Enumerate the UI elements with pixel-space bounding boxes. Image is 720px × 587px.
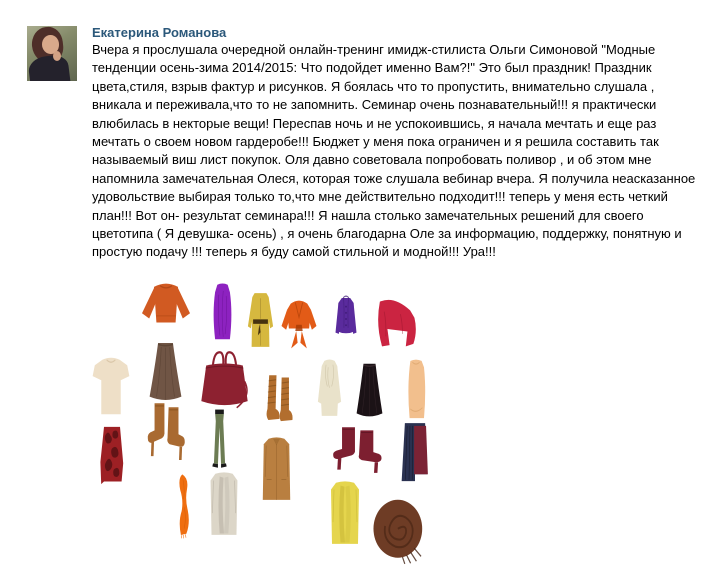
collage-item-yellow-waterfall-coat	[320, 480, 370, 548]
post-text-line: план!!! Вот он- результат семинара!!! Я нашла столько замечательных решений для своего	[92, 207, 644, 223]
collage-item-red-off-shoulder-sweater	[368, 293, 422, 355]
collage-item-green-flared-trousers	[204, 407, 235, 471]
avatar-hand	[53, 51, 61, 61]
collage-item-peach-sleeveless-top	[396, 357, 436, 422]
post-text-line: простую подачу !!! теперь я буду самой стильной и модной!!! Ура!!!	[92, 244, 496, 260]
collage-item-yellow-belted-cardigan	[242, 288, 279, 352]
collage-item-cream-waterfall-cardigan	[200, 471, 248, 539]
collage-item-tan-gladiator-boots	[258, 373, 301, 429]
collage-item-cream-drape-blouse	[308, 357, 351, 421]
collage-item-purple-blouse	[325, 293, 367, 355]
collage-item-camel-coat	[252, 436, 301, 504]
collage-item-navy-burgundy-colorblock-skirt	[392, 419, 438, 488]
collage-item-burgundy-patent-ankle-boots	[323, 423, 391, 476]
author-avatar[interactable]	[27, 26, 77, 81]
post-text-line: цветотипа ( Я девушка- осень) , я очень благодарна Оле за информацию, поддержку, понятную и	[92, 225, 682, 241]
collage-item-orange-crop-sweater	[136, 275, 196, 341]
collage-item-purple-drape-top	[204, 281, 241, 343]
collage-item-tan-ankle-boots	[140, 398, 192, 464]
post-text-line: удовольствие выбирая только то,что мне действительно подходит!!! теперь у меня есть четкий	[92, 189, 668, 205]
post-text-line: напомнила замечательная Олеся, которая тоже слушала вебинар вчера. Я получила неасказанное	[92, 170, 696, 186]
post-text-line: мечтать о своем новом гардеробе!!! Бюджет у меня пока ограничен и я решила составить так	[92, 133, 659, 149]
post-text-line: вникала и переживала,что то не запомнить. Семинар очень познавательный!!! я практически	[92, 97, 657, 113]
collage-item-cream-tshirt	[84, 353, 138, 421]
collage-item-brown-rolled-scarf	[370, 497, 428, 566]
post-text-line: влюбилась в некторые вещи! Переспав ночь и не успокоившись, я начала мечтать и еще раз	[92, 115, 657, 131]
post-text-line: Вчера я прослушала очередной онлайн-тренинг имидж-стилиста Ольги Симоновой "Модные	[92, 42, 656, 57]
author-name-link[interactable]: Екатерина Романова	[92, 25, 227, 40]
collage-item-red-print-wrap-skirt	[92, 423, 132, 488]
post-text-line: тенденции осень-зима 2014/2015: Что подойдет именно Вам?!" Это был праздник! Праздник	[92, 60, 652, 76]
post-text-line: называемый виш лист покупок. Оля давно советовала попробовать поливор , и об этом мне	[92, 152, 652, 168]
collage-item-brown-flared-skirt	[139, 339, 192, 406]
collage-item-burgundy-handbag	[194, 347, 255, 413]
outfit-collage-image[interactable]	[84, 272, 444, 570]
collage-item-orange-tie-front-top	[276, 295, 322, 357]
avatar-body	[27, 54, 70, 81]
collage-item-orange-scarf	[168, 473, 202, 539]
post-text-line: цвета,стиля, взрыв фактур и рисунков. Я боялась что то пропустить, внимательно слушала ,	[92, 78, 655, 94]
collage-item-black-leather-skirt	[348, 360, 391, 422]
post-text	[92, 41, 695, 262]
